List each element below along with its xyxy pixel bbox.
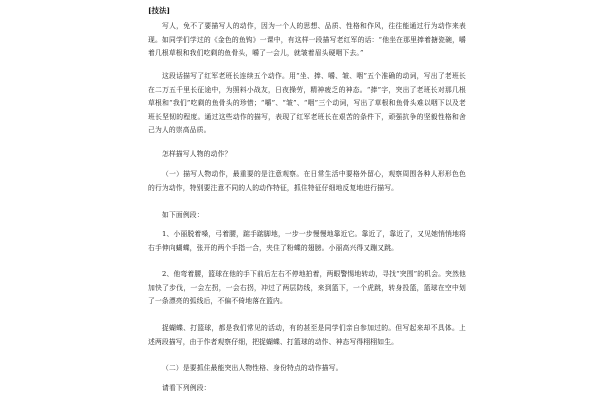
paragraph-point-one: （一）描写人物动作，最重要的是注意观察。在日常生活中要格外留心，观察周围各种人形形色色的行为动作，特别要注意不同的人的动作特征，抓住特征仔细地反复地进行描写。 [148, 170, 466, 192]
paragraph-example-label: 如下面例段： [162, 211, 204, 219]
paragraph-intro: 写人，免不了要描写人的动作，因为一个人的思想、品质、性格和作风，往往能通过行为动作来表现。如同学们学过的《金色的鱼钩》一课中，有这样一段描写老红军的话：“他坐在那里捧着搪瓷碗，嚼着几根草根和我们吃剩的鱼骨头，嚼了一会儿，就皱着眉头硬咽下去。” [148, 22, 466, 58]
paragraph-example-two: 2、他弯着腰，篮球在他的手下前后左右不停地拍着，两眼警惕地转动，寻找“突围”的机会。突然他加快了步伐，一会左拐，一会右拐，冲过了两层防线，来到篮下，一个虎跳，转身投篮，篮球在空中划了一条漂亮的弧线后，不偏不倚地落在篮内。 [148, 270, 466, 306]
section-heading: [技法] [148, 6, 171, 15]
paragraph-point-two: （二）是要抓住最能突出人物性格、身份特点的动作描写。 [162, 364, 343, 372]
paragraph-example-one: 1、小丽脱着嗓，弓着腰，踮手踮脚地，一步一步慢慢地靠近它。靠近了，靠近了，又见她悄悄地将右手伸向蝴蝶，张开的两个手指一合，夹住了粉蝶的翅膀。小丽高兴得又蹦又跳。 [148, 230, 466, 252]
paragraph-question: 怎样描写人物的动作？ [162, 150, 232, 158]
document-page [148, 0, 466, 400]
paragraph-commentary: 捉蝴蝶、打篮球，都是我们常见的活动，有的甚至是同学们亲自参加过的。但写起来却不具体。上述两段描写，由于作者观察仔细，把捉蝴蝶、打篮球的动作、神态写得栩栩如生。 [148, 324, 466, 346]
paragraph-analysis: 这段话描写了红军老班长连续五个动作。用“坐、捧、嚼、皱、咽”五个准确的动词，写出了老班长在二万五千里长征途中，为照料小战友，日夜操劳，精神疲乏的神态。“捧”字，突出了老班长对那几根草根和“我们”吃剩的鱼骨头的珍惜；“嚼”、“皱”、“咽”三个动词，写出了草根和鱼骨头难以咽下以及老班长坚韧的程度。通过这些动作的描写，表现了红军老班长在艰苦的条件下，顽强抗争的坚毅性格和舍己为人的崇高品质。 [148, 72, 466, 135]
paragraph-example-prompt: 请看下列例段： [162, 384, 211, 392]
